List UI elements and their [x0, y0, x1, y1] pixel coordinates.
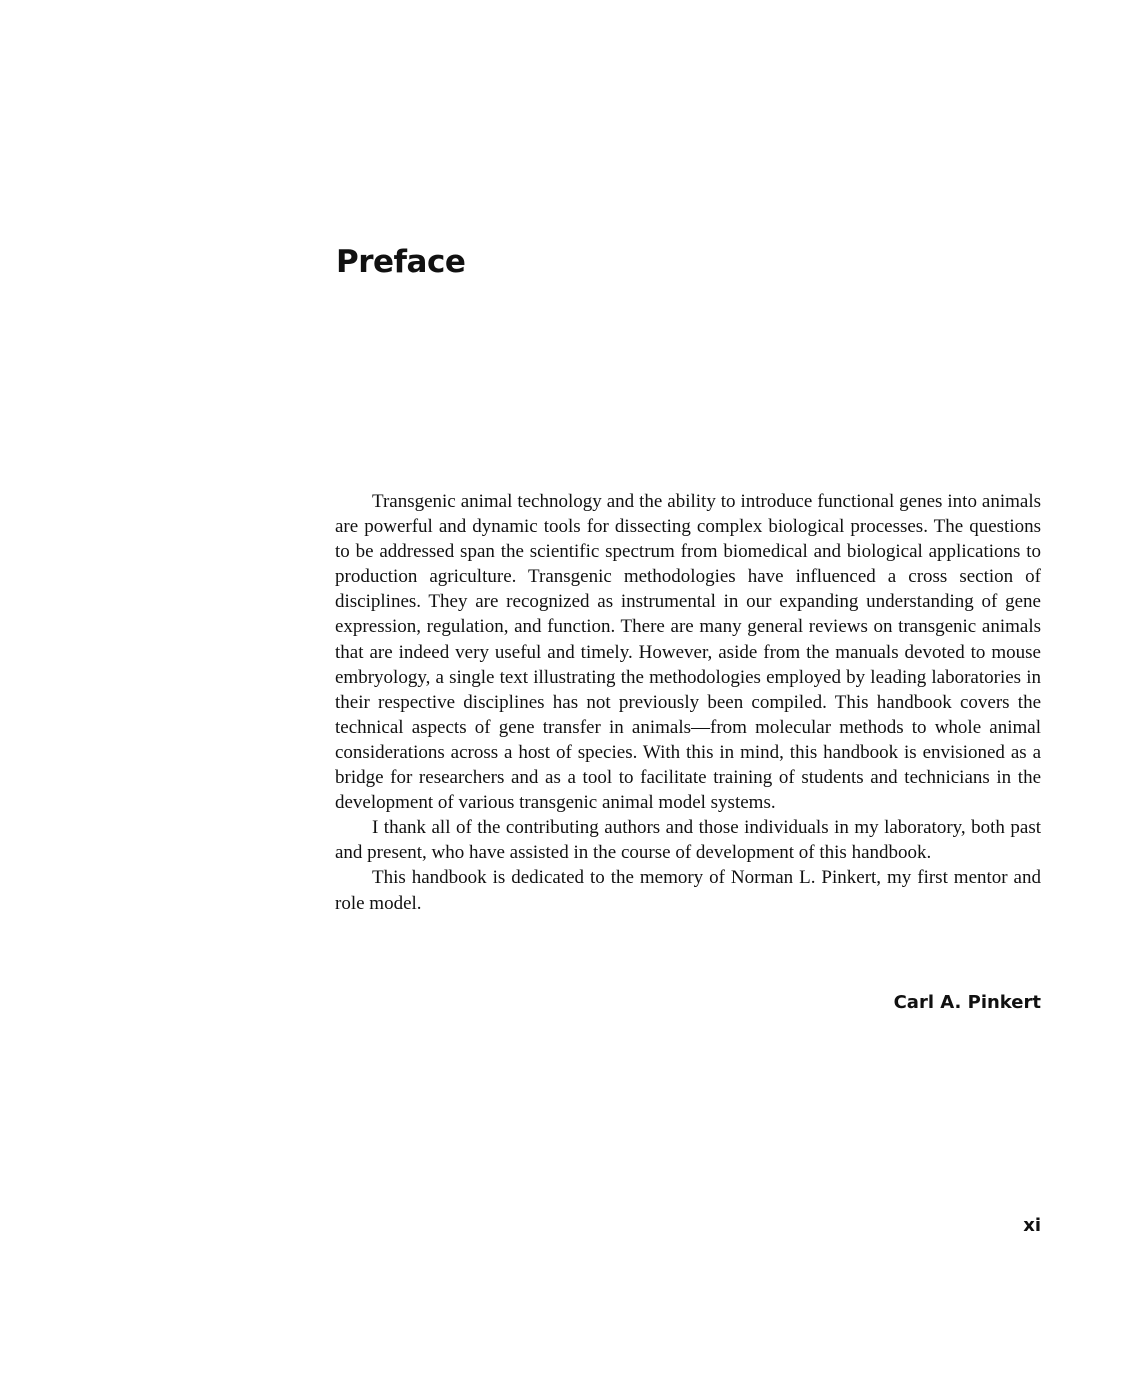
paragraph-1: Transgenic animal technology and the ability to introduce functional genes into animals are powerful and dynamic tools for dissecting complex biological processes. The questions to be addressed span the scientific spectrum from biomedical and biological applications to production agriculture. Transgenic methodologies have influenced a cross section of disciplines. They are recognized as instrumental in our expanding understanding of gene expression, regulation, and function. There are many general reviews on transgenic animals that are indeed very useful and timely. However, aside from the manuals devoted to mouse embryology, a single text illustrating the methodologies employed by leading laboratories in their respective disciplines has not previously been compiled. This handbook covers the technical aspects of gene transfer in animals—from molecular methods to whole animal considerations across a host of species. With this in mind, this handbook is envisioned as a bridge for researchers and as a tool to facilitate training of students and technicians in the development of various transgenic animal model systems.: [335, 491, 1041, 814]
preface-body: [335, 489, 1041, 916]
paragraph-3: This handbook is dedicated to the memory of Norman L. Pinkert, my first mentor and role model.: [335, 867, 1041, 914]
paragraph-2: I thank all of the contributing authors and those individuals in my laboratory, both past and present, who have assisted in the course of development of this handbook.: [335, 817, 1041, 864]
author-signature: Carl A. Pinkert: [893, 992, 1041, 1013]
page-title: Preface: [336, 244, 466, 280]
page-number: xi: [1023, 1215, 1041, 1236]
